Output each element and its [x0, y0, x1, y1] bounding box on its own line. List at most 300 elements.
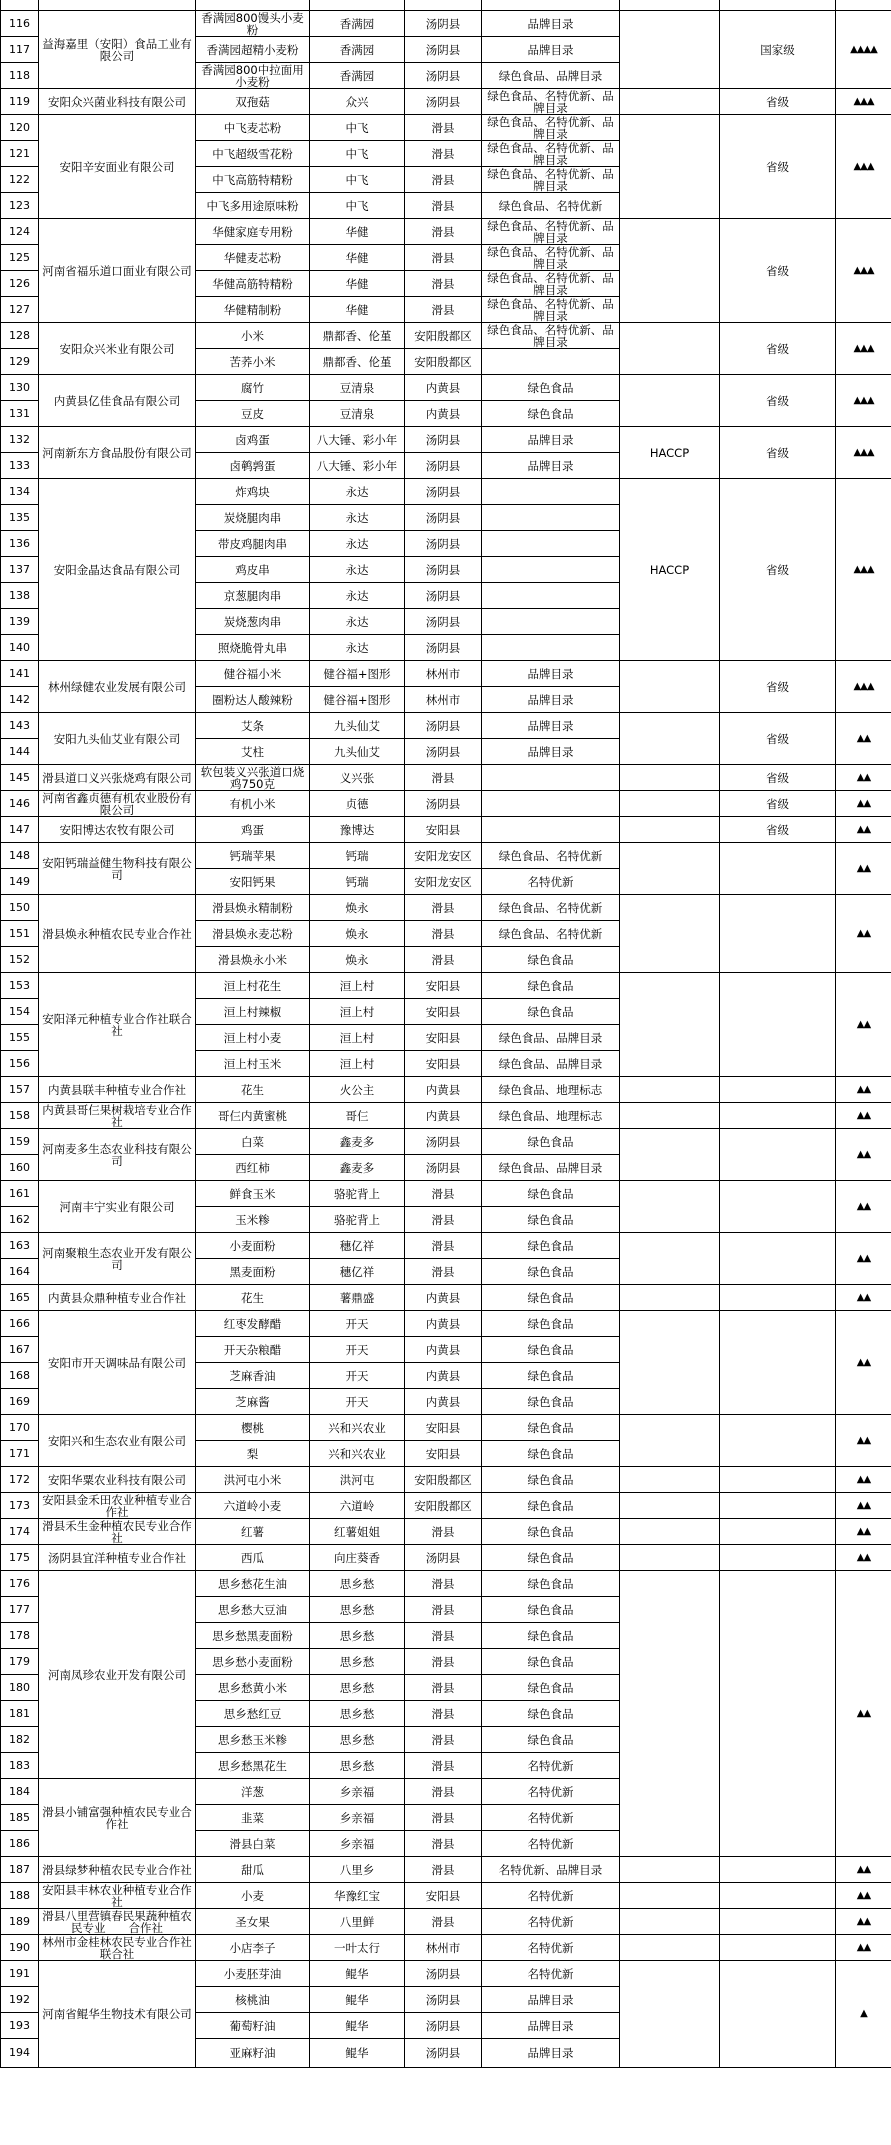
company-cell: 安阳辛安面业有限公司	[39, 115, 196, 219]
cert-cell	[482, 479, 620, 505]
company-cell: 河南省福乐道口面业有限公司	[39, 219, 196, 323]
product-cell: 香满园800中拉面用小麦粉	[196, 63, 310, 89]
row-number: 120	[1, 115, 39, 141]
brand-cell: 思乡愁	[310, 1571, 405, 1597]
area-cell: 林州市	[405, 661, 482, 687]
brand-cell: 薯鼎盛	[310, 1285, 405, 1311]
level-cell	[720, 843, 836, 895]
cert-cell: 绿色食品	[482, 1493, 620, 1519]
cert-cell: 品牌目录	[482, 453, 620, 479]
haccp-cell	[620, 11, 720, 89]
area-cell: 汤阴县	[405, 739, 482, 765]
table-row	[1, 713, 891, 739]
product-cell: 有机小米	[196, 791, 310, 817]
company-cell: 汤阴县宜洋种植专业合作社	[39, 1545, 196, 1571]
row-number: 182	[1, 1727, 39, 1753]
row-number: 150	[1, 895, 39, 921]
brand-cell: 穗亿祥	[310, 1233, 405, 1259]
cert-cell	[482, 791, 620, 817]
cert-cell	[482, 531, 620, 557]
haccp-cell	[620, 219, 720, 323]
table-row	[1, 1493, 891, 1519]
table-row	[1, 1571, 891, 1597]
product-cell: 花生	[196, 1077, 310, 1103]
cert-cell: 绿色食品	[482, 1571, 620, 1597]
brand-cell: 鲲华	[310, 2039, 405, 2068]
rating-cell: ▲▲	[836, 1077, 891, 1103]
level-cell	[720, 1233, 836, 1285]
table-row	[1, 791, 891, 817]
product-cell: 卤鸡蛋	[196, 427, 310, 453]
cert-cell: 绿色食品	[482, 1389, 620, 1415]
product-cell: 艾条	[196, 713, 310, 739]
rating-cell: ▲▲▲▲	[836, 11, 891, 89]
level-cell	[720, 1571, 836, 1857]
row-number: 140	[1, 635, 39, 661]
cert-cell: 绿色食品	[482, 401, 620, 427]
area-cell: 汤阴县	[405, 2039, 482, 2068]
company-cell: 河南省鑫贞德有机农业股份有限公司	[39, 791, 196, 817]
cert-cell	[482, 505, 620, 531]
row-number: 162	[1, 1207, 39, 1233]
haccp-cell	[620, 1077, 720, 1103]
table-row	[1, 1467, 891, 1493]
brand-cell: 健谷福+图形	[310, 661, 405, 687]
product-cell: 哥仨内黄蜜桃	[196, 1103, 310, 1129]
product-cell: 安阳钙果	[196, 869, 310, 895]
haccp-cell	[620, 115, 720, 219]
cert-cell: 绿色食品	[482, 1441, 620, 1467]
product-cell: 腐竹	[196, 375, 310, 401]
cert-cell: 名特优新	[482, 1909, 620, 1935]
cert-cell: 绿色食品	[482, 1597, 620, 1623]
brand-cell: 鼎都香、伦堇	[310, 323, 405, 349]
brand-cell: 永达	[310, 583, 405, 609]
cert-cell: 绿色食品、名特优新	[482, 921, 620, 947]
row-number: 179	[1, 1649, 39, 1675]
table-row	[1, 0, 891, 11]
brand-cell: 洹上村	[310, 1051, 405, 1077]
row-number: 130	[1, 375, 39, 401]
cert-cell: 绿色食品、地理标志	[482, 1103, 620, 1129]
area-cell: 汤阴县	[405, 2013, 482, 2039]
area-cell: 滑县	[405, 947, 482, 973]
area-cell: 安阳县	[405, 973, 482, 999]
brand-cell: 开天	[310, 1389, 405, 1415]
area-cell: 内黄县	[405, 1077, 482, 1103]
row-number: 159	[1, 1129, 39, 1155]
row-number: 144	[1, 739, 39, 765]
area-cell: 汤阴县	[405, 1545, 482, 1571]
rating-cell: ▲▲▲	[836, 219, 891, 323]
area-cell: 滑县	[405, 1909, 482, 1935]
rating-cell: ▲▲	[836, 1415, 891, 1467]
brand-cell: 鲲华	[310, 1961, 405, 1987]
cert-cell: 绿色食品	[482, 1129, 620, 1155]
brand-cell: 洹上村	[310, 999, 405, 1025]
brand-cell: 华健	[310, 245, 405, 271]
cert-cell: 名特优新	[482, 1779, 620, 1805]
rating-cell: ▲▲	[836, 765, 891, 791]
product-cell: 小麦胚芽油	[196, 1961, 310, 1987]
row-number: 152	[1, 947, 39, 973]
brand-cell: 骆驼背上	[310, 1181, 405, 1207]
company-cell	[39, 0, 196, 11]
product-cell: 思乡愁黑麦面粉	[196, 1623, 310, 1649]
cert-cell: 绿色食品	[482, 1727, 620, 1753]
brand-cell: 思乡愁	[310, 1753, 405, 1779]
product-cell	[196, 0, 310, 11]
area-cell: 滑县	[405, 219, 482, 245]
table-row	[1, 661, 891, 687]
level-cell	[720, 1077, 836, 1103]
cert-cell: 绿色食品	[482, 1285, 620, 1311]
company-cell: 内黄县联丰种植专业合作社	[39, 1077, 196, 1103]
company-cell: 安阳华粟农业科技有限公司	[39, 1467, 196, 1493]
haccp-cell	[620, 1545, 720, 1571]
brand-cell: 八里乡	[310, 1857, 405, 1883]
cert-cell: 绿色食品、名特优新、品牌目录	[482, 167, 620, 193]
row-number: 191	[1, 1961, 39, 1987]
cert-cell: 绿色食品、品牌目录	[482, 1025, 620, 1051]
cert-cell	[482, 583, 620, 609]
row-number: 161	[1, 1181, 39, 1207]
cert-cell: 绿色食品	[482, 1337, 620, 1363]
rating-cell: ▲▲	[836, 1129, 891, 1181]
row-number: 192	[1, 1987, 39, 2013]
brand-cell: 健谷福+图形	[310, 687, 405, 713]
row-number: 155	[1, 1025, 39, 1051]
product-cell: 洹上村花生	[196, 973, 310, 999]
company-cell: 内黄县亿佳食品有限公司	[39, 375, 196, 427]
brand-cell: 焕永	[310, 921, 405, 947]
brand-cell: 一叶太行	[310, 1935, 405, 1961]
area-cell: 滑县	[405, 1181, 482, 1207]
product-cell: 健谷福小米	[196, 661, 310, 687]
brand-cell	[310, 0, 405, 11]
product-cell: 华健高筋特精粉	[196, 271, 310, 297]
company-cell: 河南新东方食品股份有限公司	[39, 427, 196, 479]
product-cell: 洋葱	[196, 1779, 310, 1805]
product-cell: 鲜食玉米	[196, 1181, 310, 1207]
product-cell: 京葱腿肉串	[196, 583, 310, 609]
brand-cell: 鑫麦多	[310, 1129, 405, 1155]
rating-cell: ▲▲	[836, 895, 891, 973]
brand-cell: 华健	[310, 297, 405, 323]
cert-cell: 绿色食品、名特优新、品牌目录	[482, 141, 620, 167]
company-cell: 安阳众兴米业有限公司	[39, 323, 196, 375]
brand-cell: 八里鲜	[310, 1909, 405, 1935]
cert-cell: 绿色食品	[482, 1259, 620, 1285]
rating-cell: ▲▲	[836, 817, 891, 843]
rating-cell: ▲▲▲	[836, 661, 891, 713]
cert-cell: 名特优新	[482, 869, 620, 895]
product-cell: 滑县白菜	[196, 1831, 310, 1857]
brand-cell: 鼎都香、伦堇	[310, 349, 405, 375]
brand-cell: 红薯姐姐	[310, 1519, 405, 1545]
brand-cell: 思乡愁	[310, 1727, 405, 1753]
haccp-cell	[620, 1467, 720, 1493]
level-cell	[720, 1493, 836, 1519]
row-number: 170	[1, 1415, 39, 1441]
cert-cell: 名特优新	[482, 1935, 620, 1961]
product-cell: 香满园超精小麦粉	[196, 37, 310, 63]
level-cell: 国家级	[720, 11, 836, 89]
table-row	[1, 1181, 891, 1207]
area-cell: 汤阴县	[405, 479, 482, 505]
product-cell: 思乡愁黄小米	[196, 1675, 310, 1701]
table-row	[1, 1519, 891, 1545]
brand-cell: 华健	[310, 219, 405, 245]
cert-cell: 名特优新	[482, 1961, 620, 1987]
row-number: 184	[1, 1779, 39, 1805]
product-cell: 核桃油	[196, 1987, 310, 2013]
brand-cell: 开天	[310, 1311, 405, 1337]
cert-cell: 绿色食品	[482, 1519, 620, 1545]
rating-cell: ▲▲▲	[836, 323, 891, 375]
product-cell: 圣女果	[196, 1909, 310, 1935]
brand-cell: 八大锤、彩小年	[310, 427, 405, 453]
company-cell: 滑县禾生金种植农民专业合作社	[39, 1519, 196, 1545]
rating-cell: ▲▲	[836, 791, 891, 817]
cert-cell: 绿色食品	[482, 1467, 620, 1493]
area-cell: 汤阴县	[405, 1155, 482, 1181]
haccp-cell	[620, 1519, 720, 1545]
level-cell	[720, 895, 836, 973]
area-cell: 滑县	[405, 1233, 482, 1259]
row-number: 145	[1, 765, 39, 791]
level-cell: 省级	[720, 375, 836, 427]
row-number: 163	[1, 1233, 39, 1259]
area-cell: 汤阴县	[405, 1987, 482, 2013]
area-cell: 安阳龙安区	[405, 843, 482, 869]
brand-cell: 中飞	[310, 167, 405, 193]
row-number: 166	[1, 1311, 39, 1337]
level-cell	[720, 1129, 836, 1181]
cert-cell: 绿色食品	[482, 973, 620, 999]
area-cell: 安阳县	[405, 1441, 482, 1467]
brand-cell: 永达	[310, 635, 405, 661]
area-cell: 汤阴县	[405, 63, 482, 89]
product-cell: 炸鸡块	[196, 479, 310, 505]
product-cell: 思乡愁小麦面粉	[196, 1649, 310, 1675]
area-cell: 滑县	[405, 1675, 482, 1701]
row-number: 147	[1, 817, 39, 843]
table-row	[1, 1935, 891, 1961]
rating-cell: ▲▲▲	[836, 427, 891, 479]
area-cell: 安阳县	[405, 1415, 482, 1441]
brand-cell: 香满园	[310, 11, 405, 37]
row-number: 190	[1, 1935, 39, 1961]
brand-cell: 乡亲福	[310, 1779, 405, 1805]
cert-cell: 品牌目录	[482, 427, 620, 453]
row-number: 129	[1, 349, 39, 375]
company-cell: 安阳钙瑞益健生物科技有限公司	[39, 843, 196, 895]
rating-cell: ▲▲▲	[836, 115, 891, 219]
table-row	[1, 1311, 891, 1337]
level-cell	[720, 0, 836, 11]
company-cell: 滑县焕永种植农民专业合作社	[39, 895, 196, 973]
product-cell: 花生	[196, 1285, 310, 1311]
row-number: 138	[1, 583, 39, 609]
row-number: 174	[1, 1519, 39, 1545]
brand-cell: 钙瑞	[310, 843, 405, 869]
rating-cell: ▲▲	[836, 1883, 891, 1909]
brand-cell: 九头仙艾	[310, 739, 405, 765]
table-row	[1, 1415, 891, 1441]
product-cell: 亚麻籽油	[196, 2039, 310, 2068]
row-number: 148	[1, 843, 39, 869]
brand-cell: 向庄葵香	[310, 1545, 405, 1571]
area-cell: 内黄县	[405, 375, 482, 401]
cert-cell	[482, 0, 620, 11]
product-cell: 炭烧葱肉串	[196, 609, 310, 635]
row-number: 127	[1, 297, 39, 323]
product-cell: 思乡愁红豆	[196, 1701, 310, 1727]
row-number: 125	[1, 245, 39, 271]
product-cell: 华健精制粉	[196, 297, 310, 323]
row-number: 177	[1, 1597, 39, 1623]
row-number: 149	[1, 869, 39, 895]
level-cell: 省级	[720, 791, 836, 817]
brand-cell: 香满园	[310, 63, 405, 89]
company-cell: 河南凤珍农业开发有限公司	[39, 1571, 196, 1779]
table-row	[1, 11, 891, 37]
product-cell: 梨	[196, 1441, 310, 1467]
level-cell: 省级	[720, 89, 836, 115]
area-cell: 滑县	[405, 297, 482, 323]
area-cell: 汤阴县	[405, 1961, 482, 1987]
row-number: 117	[1, 37, 39, 63]
haccp-cell	[620, 1285, 720, 1311]
product-cell: 中飞多用途原味粉	[196, 193, 310, 219]
rating-cell: ▲▲	[836, 1233, 891, 1285]
product-cell: 樱桃	[196, 1415, 310, 1441]
cert-cell	[482, 635, 620, 661]
row-number: 164	[1, 1259, 39, 1285]
cert-cell: 品牌目录	[482, 2039, 620, 2068]
cert-cell	[482, 609, 620, 635]
area-cell: 滑县	[405, 1623, 482, 1649]
area-cell: 内黄县	[405, 1337, 482, 1363]
table-row	[1, 1233, 891, 1259]
company-cell: 滑县八里营镇春民果蔬种植农民专业 合作社	[39, 1909, 196, 1935]
area-cell: 汤阴县	[405, 89, 482, 115]
cert-cell	[482, 765, 620, 791]
area-cell: 滑县	[405, 765, 482, 791]
row-number: 153	[1, 973, 39, 999]
table-row	[1, 479, 891, 505]
haccp-cell	[620, 1571, 720, 1857]
cert-cell	[482, 817, 620, 843]
area-cell: 安阳县	[405, 999, 482, 1025]
row-number: 178	[1, 1623, 39, 1649]
area-cell: 汤阴县	[405, 583, 482, 609]
product-cell: 华健家庭专用粉	[196, 219, 310, 245]
level-cell	[720, 1181, 836, 1233]
row-number: 154	[1, 999, 39, 1025]
brand-cell: 豫博达	[310, 817, 405, 843]
cert-cell: 绿色食品	[482, 1311, 620, 1337]
product-cell: 思乡愁黑花生	[196, 1753, 310, 1779]
brand-cell: 永达	[310, 609, 405, 635]
cert-cell: 绿色食品、品牌目录	[482, 63, 620, 89]
cert-cell: 绿色食品	[482, 1545, 620, 1571]
row-number: 186	[1, 1831, 39, 1857]
company-cell: 安阳兴和生态农业有限公司	[39, 1415, 196, 1467]
cert-cell: 绿色食品、名特优新、品牌目录	[482, 245, 620, 271]
product-cell: 双孢菇	[196, 89, 310, 115]
product-cell: 芝麻酱	[196, 1389, 310, 1415]
brand-cell: 洹上村	[310, 1025, 405, 1051]
rating-cell: ▲▲	[836, 973, 891, 1077]
table-row	[1, 843, 891, 869]
product-cell: 中飞麦芯粉	[196, 115, 310, 141]
brand-cell: 华健	[310, 271, 405, 297]
row-number: 122	[1, 167, 39, 193]
row-number: 119	[1, 89, 39, 115]
level-cell	[720, 1467, 836, 1493]
row-number: 134	[1, 479, 39, 505]
row-number: 118	[1, 63, 39, 89]
haccp-cell	[620, 1883, 720, 1909]
area-cell: 滑县	[405, 141, 482, 167]
area-cell: 汤阴县	[405, 11, 482, 37]
product-cell: 开天杂粮醋	[196, 1337, 310, 1363]
cert-cell: 名特优新	[482, 1831, 620, 1857]
brand-cell: 乡亲福	[310, 1831, 405, 1857]
product-cell: 豆皮	[196, 401, 310, 427]
level-cell	[720, 1519, 836, 1545]
product-cell: 小店李子	[196, 1935, 310, 1961]
area-cell: 滑县	[405, 1857, 482, 1883]
rating-cell: ▲▲	[836, 1285, 891, 1311]
cert-cell	[482, 349, 620, 375]
company-cell: 河南丰宁实业有限公司	[39, 1181, 196, 1233]
brand-cell: 华豫红宝	[310, 1883, 405, 1909]
area-cell: 安阳县	[405, 1883, 482, 1909]
row-number: 123	[1, 193, 39, 219]
table-row	[1, 1077, 891, 1103]
haccp-cell	[620, 375, 720, 427]
brand-cell: 香满园	[310, 37, 405, 63]
rating-cell: ▲▲	[836, 1909, 891, 1935]
product-cell: 西瓜	[196, 1545, 310, 1571]
cert-cell: 品牌目录	[482, 11, 620, 37]
cert-cell: 绿色食品	[482, 1415, 620, 1441]
level-cell	[720, 1311, 836, 1415]
cert-cell: 品牌目录	[482, 739, 620, 765]
area-cell: 滑县	[405, 1519, 482, 1545]
cert-cell: 品牌目录	[482, 661, 620, 687]
rating-cell: ▲▲	[836, 1181, 891, 1233]
row-number: 157	[1, 1077, 39, 1103]
product-cell: 艾柱	[196, 739, 310, 765]
product-cell: 钙瑞苹果	[196, 843, 310, 869]
table-row	[1, 115, 891, 141]
company-cell: 河南聚粮生态农业开发有限公司	[39, 1233, 196, 1285]
table-row	[1, 89, 891, 115]
area-cell: 安阳殷都区	[405, 349, 482, 375]
row-number: 128	[1, 323, 39, 349]
row-number: 142	[1, 687, 39, 713]
row-number: 187	[1, 1857, 39, 1883]
product-cell: 洹上村小麦	[196, 1025, 310, 1051]
table-row	[1, 375, 891, 401]
cert-cell: 绿色食品、名特优新、品牌目录	[482, 323, 620, 349]
product-cell: 软包装义兴张道口烧鸡750克	[196, 765, 310, 791]
brand-cell: 永达	[310, 557, 405, 583]
